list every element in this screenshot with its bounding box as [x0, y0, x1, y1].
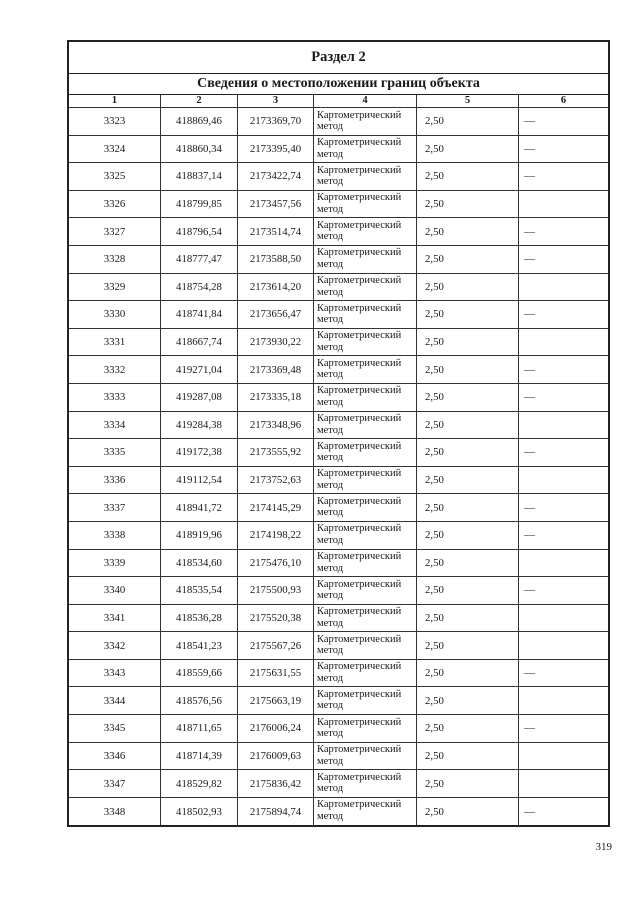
point-number-cell: 3328 [69, 246, 161, 273]
table-row [69, 356, 608, 384]
table-row [69, 550, 608, 578]
table-row [69, 798, 608, 826]
accuracy-cell: 2,50 [417, 715, 519, 742]
point-number-cell: 3344 [69, 687, 161, 714]
coordinate-1-cell: 418541,23 [161, 632, 238, 659]
table-row [69, 577, 608, 605]
method-cell: Картометрический метод [314, 605, 417, 632]
boundary-coordinates-table [67, 40, 610, 827]
accuracy-cell: 2,50 [417, 136, 519, 163]
method-cell: Картометрический метод [314, 136, 417, 163]
method-cell: Картометрический метод [314, 412, 417, 439]
accuracy-cell: 2,50 [417, 798, 519, 826]
point-number-cell: 3332 [69, 356, 161, 383]
table-body [69, 108, 608, 825]
note-cell: — [524, 446, 535, 459]
point-number-cell: 3327 [69, 218, 161, 245]
note-cell: — [524, 529, 535, 542]
method-cell: Картометрический метод [314, 715, 417, 742]
method-cell: Картометрический метод [314, 798, 417, 826]
method-cell: Картометрический метод [314, 191, 417, 218]
table-row [69, 687, 608, 715]
accuracy-cell: 2,50 [417, 412, 519, 439]
coordinate-1-cell: 419172,38 [161, 439, 238, 466]
accuracy-cell: 2,50 [417, 660, 519, 687]
table-row [69, 522, 608, 550]
coordinate-2-cell: 2174198,22 [238, 522, 314, 549]
point-number-cell: 3329 [69, 274, 161, 301]
method-cell: Картометрический метод [314, 577, 417, 604]
column-number-1: 1 [69, 95, 161, 107]
coordinate-2-cell: 2175520,38 [238, 605, 314, 632]
coordinate-1-cell: 418919,96 [161, 522, 238, 549]
coordinate-1-cell: 418536,28 [161, 605, 238, 632]
method-cell: Картометрический метод [314, 743, 417, 770]
note-cell: — [524, 667, 535, 680]
table-row [69, 108, 608, 136]
note-cell [519, 550, 608, 577]
accuracy-cell: 2,50 [417, 494, 519, 521]
point-number-cell: 3335 [69, 439, 161, 466]
coordinate-2-cell: 2174145,29 [238, 494, 314, 521]
coordinate-2-cell: 2175836,42 [238, 770, 314, 797]
coordinate-1-cell: 418559,66 [161, 660, 238, 687]
coordinate-2-cell: 2173335,18 [238, 384, 314, 411]
note-cell: — [524, 363, 535, 376]
method-cell: Картометрический метод [314, 246, 417, 273]
coordinate-2-cell: 2173348,96 [238, 412, 314, 439]
table-row [69, 246, 608, 274]
method-cell: Картометрический метод [314, 301, 417, 328]
note-cell: — [524, 501, 535, 514]
table-row [69, 439, 608, 467]
table-row [69, 191, 608, 219]
note-cell [519, 743, 608, 770]
coordinate-1-cell: 418535,54 [161, 577, 238, 604]
note-cell: — [524, 170, 535, 183]
table-row [69, 494, 608, 522]
note-cell: — [524, 225, 535, 238]
note-cell: — [524, 115, 535, 128]
point-number-cell: 3338 [69, 522, 161, 549]
coordinate-2-cell: 2173588,50 [238, 246, 314, 273]
point-number-cell: 3345 [69, 715, 161, 742]
note-cell [519, 467, 608, 494]
coordinate-2-cell: 2175663,19 [238, 687, 314, 714]
coordinate-2-cell: 2173555,92 [238, 439, 314, 466]
accuracy-cell: 2,50 [417, 770, 519, 797]
method-cell: Картометрический метод [314, 274, 417, 301]
column-number-6: 6 [560, 95, 567, 106]
table-row [69, 467, 608, 495]
table-row [69, 163, 608, 191]
table-row [69, 274, 608, 302]
coordinate-2-cell: 2173369,70 [238, 108, 314, 135]
note-cell: — [524, 805, 535, 818]
method-cell: Картометрический метод [314, 329, 417, 356]
accuracy-cell: 2,50 [417, 301, 519, 328]
method-cell: Картометрический метод [314, 439, 417, 466]
note-cell: — [524, 142, 535, 155]
coordinate-2-cell: 2176006,24 [238, 715, 314, 742]
table-row [69, 329, 608, 357]
point-number-cell: 3340 [69, 577, 161, 604]
note-cell [519, 687, 608, 714]
accuracy-cell: 2,50 [417, 687, 519, 714]
method-cell: Картометрический метод [314, 356, 417, 383]
coordinate-1-cell: 418576,56 [161, 687, 238, 714]
note-cell: — [524, 584, 535, 597]
point-number-cell: 3331 [69, 329, 161, 356]
coordinate-1-cell: 418837,14 [161, 163, 238, 190]
coordinate-1-cell: 419112,54 [161, 467, 238, 494]
point-number-cell: 3333 [69, 384, 161, 411]
table-row [69, 605, 608, 633]
method-cell: Картометрический метод [314, 384, 417, 411]
method-cell: Картометрический метод [314, 108, 417, 135]
point-number-cell: 3339 [69, 550, 161, 577]
coordinate-1-cell: 418796,54 [161, 218, 238, 245]
note-cell: — [524, 722, 535, 735]
method-cell: Картометрический метод [314, 660, 417, 687]
point-number-cell: 3336 [69, 467, 161, 494]
accuracy-cell: 2,50 [417, 522, 519, 549]
note-cell: — [524, 253, 535, 266]
accuracy-cell: 2,50 [417, 274, 519, 301]
accuracy-cell: 2,50 [417, 163, 519, 190]
coordinate-2-cell: 2173457,56 [238, 191, 314, 218]
point-number-cell: 3348 [69, 798, 161, 826]
coordinate-1-cell: 418711,65 [161, 715, 238, 742]
coordinate-1-cell: 418754,28 [161, 274, 238, 301]
column-number-2: 2 [161, 95, 238, 107]
accuracy-cell: 2,50 [417, 577, 519, 604]
coordinate-2-cell: 2173514,74 [238, 218, 314, 245]
coordinate-1-cell: 418741,84 [161, 301, 238, 328]
note-cell: — [524, 391, 535, 404]
coordinate-2-cell: 2175631,55 [238, 660, 314, 687]
coordinate-1-cell: 418529,82 [161, 770, 238, 797]
note-cell: — [524, 308, 535, 321]
method-cell: Картометрический метод [314, 218, 417, 245]
coordinate-1-cell: 418941,72 [161, 494, 238, 521]
point-number-cell: 3330 [69, 301, 161, 328]
accuracy-cell: 2,50 [417, 467, 519, 494]
coordinate-2-cell: 2173422,74 [238, 163, 314, 190]
table-row [69, 660, 608, 688]
method-cell: Картометрический метод [314, 550, 417, 577]
coordinate-2-cell: 2175500,93 [238, 577, 314, 604]
method-cell: Картометрический метод [314, 770, 417, 797]
accuracy-cell: 2,50 [417, 329, 519, 356]
method-cell: Картометрический метод [314, 494, 417, 521]
point-number-cell: 3342 [69, 632, 161, 659]
column-number-row [69, 95, 608, 108]
accuracy-cell: 2,50 [417, 550, 519, 577]
table-row [69, 218, 608, 246]
point-number-cell: 3341 [69, 605, 161, 632]
coordinate-2-cell: 2175894,74 [238, 798, 314, 826]
coordinate-1-cell: 418714,39 [161, 743, 238, 770]
coordinate-2-cell: 2173395,40 [238, 136, 314, 163]
table-row [69, 632, 608, 660]
column-number-3: 3 [238, 95, 314, 107]
note-cell [519, 770, 608, 797]
note-cell [519, 329, 608, 356]
point-number-cell: 3334 [69, 412, 161, 439]
accuracy-cell: 2,50 [417, 108, 519, 135]
accuracy-cell: 2,50 [417, 356, 519, 383]
point-number-cell: 3343 [69, 660, 161, 687]
note-cell [519, 605, 608, 632]
coordinate-1-cell: 419271,04 [161, 356, 238, 383]
coordinate-2-cell: 2173930,22 [238, 329, 314, 356]
coordinate-2-cell: 2173369,48 [238, 356, 314, 383]
coordinate-2-cell: 2175476,10 [238, 550, 314, 577]
accuracy-cell: 2,50 [417, 605, 519, 632]
note-cell [519, 274, 608, 301]
point-number-cell: 3323 [69, 108, 161, 135]
table-row [69, 412, 608, 440]
coordinate-1-cell: 418799,85 [161, 191, 238, 218]
coordinate-1-cell: 419284,38 [161, 412, 238, 439]
coordinate-1-cell: 418502,93 [161, 798, 238, 826]
table-row [69, 384, 608, 412]
accuracy-cell: 2,50 [417, 191, 519, 218]
note-cell [519, 412, 608, 439]
coordinate-2-cell: 2173752,63 [238, 467, 314, 494]
point-number-cell: 3325 [69, 163, 161, 190]
point-number-cell: 3337 [69, 494, 161, 521]
table-row [69, 136, 608, 164]
table-row [69, 743, 608, 771]
coordinate-2-cell: 2173656,47 [238, 301, 314, 328]
accuracy-cell: 2,50 [417, 384, 519, 411]
method-cell: Картометрический метод [314, 163, 417, 190]
note-cell [519, 632, 608, 659]
accuracy-cell: 2,50 [417, 632, 519, 659]
accuracy-cell: 2,50 [417, 743, 519, 770]
note-cell [519, 191, 608, 218]
column-number-4: 4 [314, 95, 417, 107]
table-row [69, 301, 608, 329]
point-number-cell: 3326 [69, 191, 161, 218]
coordinate-1-cell: 418534,60 [161, 550, 238, 577]
method-cell: Картометрический метод [314, 522, 417, 549]
coordinate-1-cell: 418667,74 [161, 329, 238, 356]
column-number-5: 5 [417, 95, 519, 107]
coordinate-2-cell: 2176009,63 [238, 743, 314, 770]
method-cell: Картометрический метод [314, 687, 417, 714]
method-cell: Картометрический метод [314, 467, 417, 494]
coordinate-1-cell: 418869,46 [161, 108, 238, 135]
accuracy-cell: 2,50 [417, 246, 519, 273]
table-subtitle: Сведения о местоположении границ объекта [69, 74, 608, 95]
accuracy-cell: 2,50 [417, 439, 519, 466]
coordinate-2-cell: 2175567,26 [238, 632, 314, 659]
point-number-cell: 3346 [69, 743, 161, 770]
coordinate-2-cell: 2173614,20 [238, 274, 314, 301]
page-number: 319 [595, 841, 612, 853]
coordinate-1-cell: 418777,47 [161, 246, 238, 273]
method-cell: Картометрический метод [314, 632, 417, 659]
coordinate-1-cell: 419287,08 [161, 384, 238, 411]
table-row [69, 770, 608, 798]
table-row [69, 715, 608, 743]
section-title: Раздел 2 [69, 42, 608, 74]
coordinate-1-cell: 418860,34 [161, 136, 238, 163]
point-number-cell: 3324 [69, 136, 161, 163]
accuracy-cell: 2,50 [417, 218, 519, 245]
point-number-cell: 3347 [69, 770, 161, 797]
